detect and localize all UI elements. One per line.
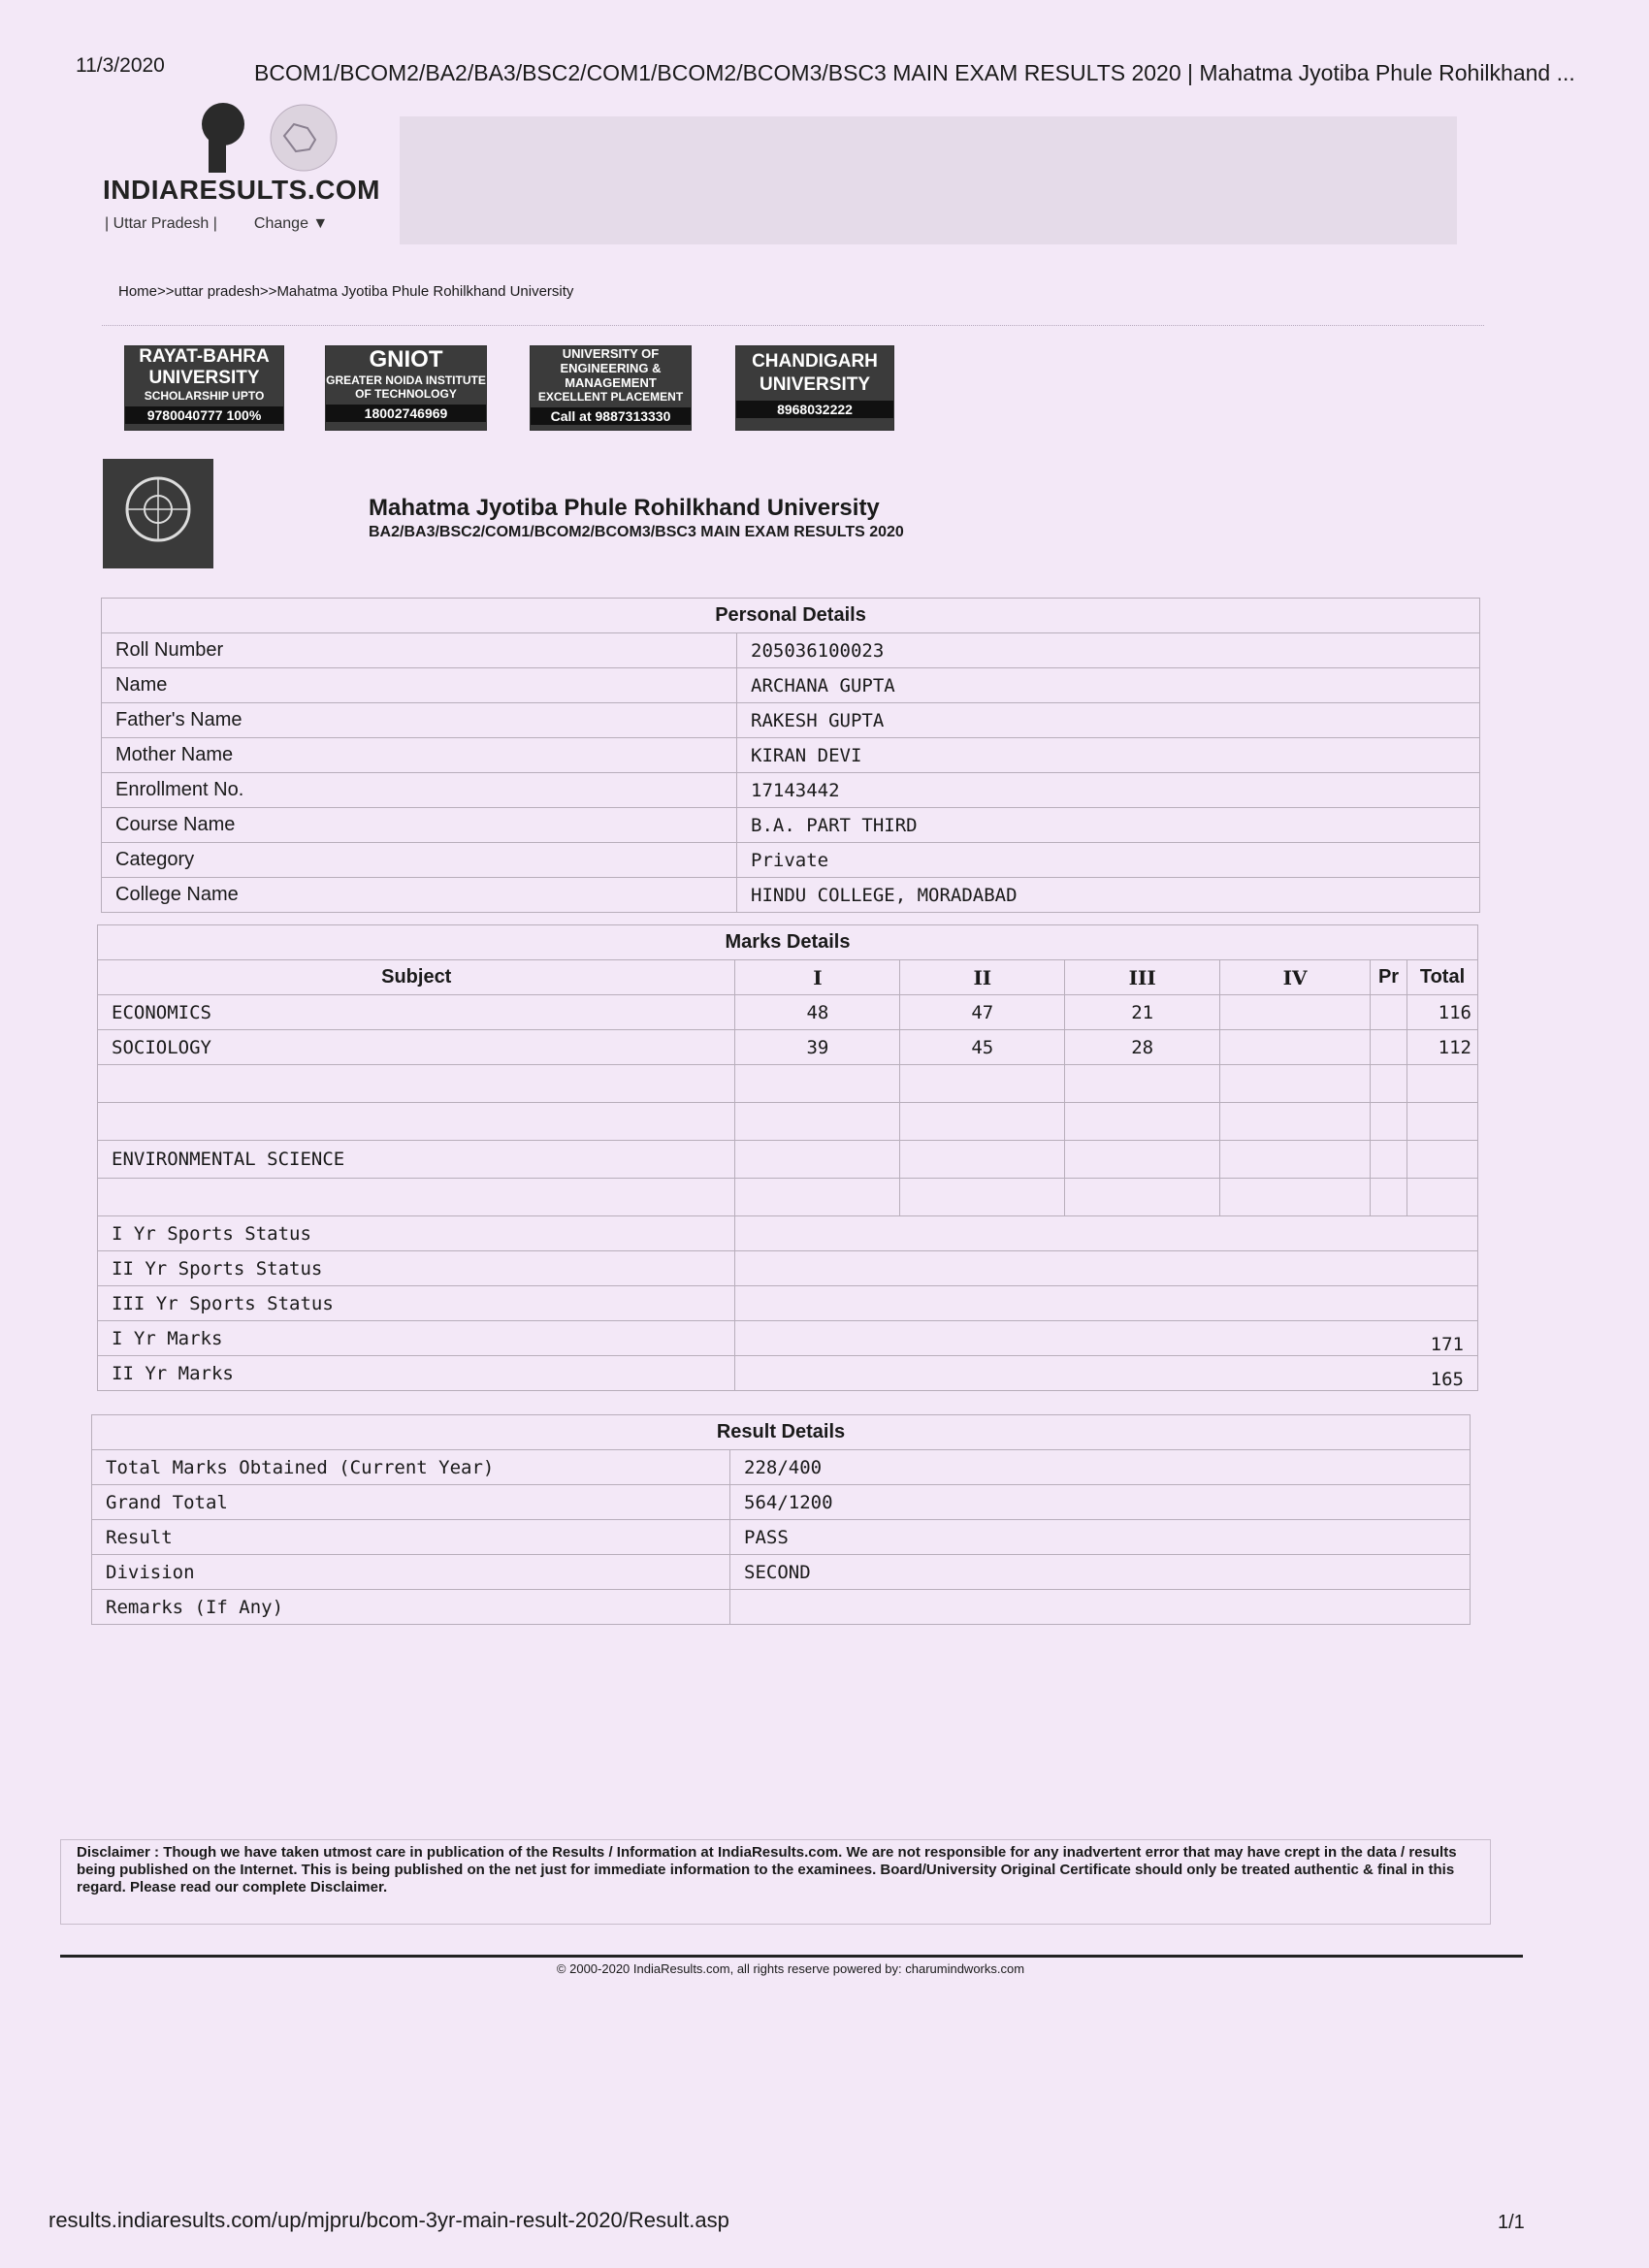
status-value: 165: [735, 1356, 1478, 1391]
page-number: 1/1: [1498, 2212, 1525, 2233]
result-value: [730, 1590, 1471, 1625]
status-row: [98, 1216, 1478, 1251]
personal-value: HINDU COLLEGE, MORADABAD: [737, 878, 1480, 913]
marks-heading: Marks Details: [98, 925, 1478, 960]
personal-label: College Name: [102, 878, 737, 913]
personal-value: 17143442: [737, 773, 1480, 808]
marks-total: 116: [1407, 995, 1478, 1030]
ad-sub: SCHOLARSHIP UPTO: [144, 389, 265, 403]
marks-header-row: [98, 960, 1478, 995]
personal-row: [102, 773, 1480, 808]
print-date: 11/3/2020: [76, 54, 165, 77]
blank-cell: [735, 1103, 900, 1141]
blank-row: [98, 1179, 1478, 1216]
status-value: [735, 1251, 1478, 1286]
blank-cell: [1065, 1103, 1220, 1141]
blank-cell: [735, 1065, 900, 1103]
status-row: [98, 1286, 1478, 1321]
result-row: [92, 1485, 1471, 1520]
personal-label: Category: [102, 843, 737, 878]
personal-value: 205036100023: [737, 633, 1480, 668]
result-details-table: [91, 1414, 1471, 1625]
status-label: II Yr Marks: [98, 1356, 735, 1391]
copyright: © 2000-2020 IndiaResults.com, all rights reserve powered by: charumindworks.com: [556, 1961, 1025, 1976]
marks-i: 48: [735, 995, 900, 1030]
marks-iii: 28: [1065, 1030, 1220, 1065]
marks-details-table: [97, 924, 1478, 1391]
status-value: [735, 1286, 1478, 1321]
marks-pr: [1371, 1030, 1407, 1065]
blank-cell: [98, 1065, 735, 1103]
marks-header-col: I: [735, 960, 900, 995]
university-name: Mahatma Jyotiba Phule Rohilkhand University: [369, 495, 880, 521]
blank-cell: [900, 1141, 1065, 1179]
marks-header-col: II: [900, 960, 1065, 995]
marks-total: 112: [1407, 1030, 1478, 1065]
personal-row: [102, 808, 1480, 843]
personal-row: [102, 738, 1480, 773]
marks-pr: [1371, 995, 1407, 1030]
footer-divider: [60, 1955, 1523, 1958]
logo-icon: [102, 97, 354, 175]
state-label: | Uttar Pradesh |: [105, 215, 217, 232]
university-logo: [103, 459, 213, 568]
marks-header-col: Total: [1407, 960, 1478, 995]
ad-title: UNIVERSITY OF ENGINEERING & MANAGEMENT: [560, 346, 662, 390]
blank-cell: [1220, 1179, 1371, 1216]
blank-cell: [735, 1179, 900, 1216]
personal-value: Private: [737, 843, 1480, 878]
blank-cell: [900, 1179, 1065, 1216]
ad-sub: GREATER NOIDA INSTITUTE OF TECHNOLOGY: [326, 373, 486, 401]
personal-row: [102, 633, 1480, 668]
marks-i: 39: [735, 1030, 900, 1065]
blank-cell: [1371, 1179, 1407, 1216]
blank-cell: [1065, 1179, 1220, 1216]
blank-cell: [1371, 1141, 1407, 1179]
ad-rayat-bahra[interactable]: [124, 345, 284, 431]
personal-label: Roll Number: [102, 633, 737, 668]
state-selector[interactable]: [105, 215, 328, 233]
personal-details-table: [101, 598, 1480, 913]
status-value: [735, 1216, 1478, 1251]
ad-chandigarh[interactable]: [735, 345, 894, 431]
ad-uem[interactable]: [530, 345, 692, 431]
personal-value: B.A. PART THIRD: [737, 808, 1480, 843]
ad-title: RAYAT-BAHRA UNIVERSITY: [139, 346, 270, 388]
status-value: 171: [735, 1321, 1478, 1356]
status-label: III Yr Sports Status: [98, 1286, 735, 1321]
result-label: Grand Total: [92, 1485, 730, 1520]
marks-ii: 45: [900, 1030, 1065, 1065]
result-row: [92, 1555, 1471, 1590]
blank-cell: [1065, 1141, 1220, 1179]
result-value: PASS: [730, 1520, 1471, 1555]
ad-gniot[interactable]: [325, 345, 487, 431]
blank-cell: [1220, 1141, 1371, 1179]
university-emblem-icon: [103, 459, 213, 568]
blank-cell: [98, 1103, 735, 1141]
marks-header-col: III: [1065, 960, 1220, 995]
marks-ii: 47: [900, 995, 1065, 1030]
result-label: Division: [92, 1555, 730, 1590]
personal-label: Mother Name: [102, 738, 737, 773]
personal-value: ARCHANA GUPTA: [737, 668, 1480, 703]
ad-phone: 18002746969: [326, 405, 486, 422]
blank-cell: [1220, 1065, 1371, 1103]
blank-cell: [98, 1179, 735, 1216]
marks-iv: [1220, 995, 1371, 1030]
result-value: 564/1200: [730, 1485, 1471, 1520]
marks-header-col: Pr: [1371, 960, 1407, 995]
personal-row: [102, 703, 1480, 738]
top-banner-ad[interactable]: [400, 116, 1457, 244]
result-label: Remarks (If Any): [92, 1590, 730, 1625]
print-url: results.indiaresults.com/up/mjpru/bcom-3yr-main-result-2020/Result.asp: [48, 2208, 729, 2232]
marks-subject: SOCIOLOGY: [98, 1030, 735, 1065]
ad-phone: 8968032222: [736, 401, 893, 418]
marks-row: [98, 1030, 1478, 1065]
status-row: [98, 1251, 1478, 1286]
marks-iv: [1220, 1030, 1371, 1065]
result-row: [92, 1520, 1471, 1555]
blank-cell: [1371, 1103, 1407, 1141]
marks-iii: 21: [1065, 995, 1220, 1030]
result-value: SECOND: [730, 1555, 1471, 1590]
result-row: [92, 1450, 1471, 1485]
exam-name: BA2/BA3/BSC2/COM1/BCOM2/BCOM3/BSC3 MAIN EXAM RESULTS 2020: [369, 524, 904, 540]
disclaimer: Disclaimer : Though we have taken utmost care in publication of the Results / Information at IndiaResults.com. We are not responsible for any inadvertent error that may have crept in the data / results being published on the Internet. This is being published on the net just for immediate information to the examinees. Board/University Original Certificate should only be treated authentic & final in this regard. Please read our complete Disclaimer.: [60, 1839, 1491, 1925]
ad-sub: EXCELLENT PLACEMENT: [537, 390, 684, 404]
blank-cell: [1407, 1103, 1478, 1141]
ad-phone: Call at 9887313330: [531, 407, 691, 425]
result-value: 228/400: [730, 1450, 1471, 1485]
divider: [102, 325, 1484, 326]
blank-cell: [900, 1065, 1065, 1103]
blank-cell: [1220, 1103, 1371, 1141]
blank-row: [98, 1103, 1478, 1141]
blank-cell: [1407, 1065, 1478, 1103]
blank-cell: [1371, 1065, 1407, 1103]
blank-row: [98, 1065, 1478, 1103]
marks-row: [98, 995, 1478, 1030]
personal-label: Father's Name: [102, 703, 737, 738]
personal-row: [102, 668, 1480, 703]
marks-header-subject: Subject: [98, 960, 735, 995]
personal-label: Course Name: [102, 808, 737, 843]
ad-title: GNIOT: [369, 346, 443, 373]
personal-row: [102, 878, 1480, 913]
status-label: II Yr Sports Status: [98, 1251, 735, 1286]
personal-label: Name: [102, 668, 737, 703]
status-row: [98, 1356, 1478, 1391]
personal-value: RAKESH GUPTA: [737, 703, 1480, 738]
env-science-label: ENVIRONMENTAL SCIENCE: [98, 1141, 735, 1179]
result-heading: Result Details: [92, 1415, 1471, 1450]
blank-cell: [1407, 1179, 1478, 1216]
logo-text: INDIARESULTS.COM: [103, 175, 380, 205]
blank-cell: [1065, 1065, 1220, 1103]
print-title: BCOM1/BCOM2/BA2/BA3/BSC2/COM1/BCOM2/BCOM3/BSC3 MAIN EXAM RESULTS 2020 | Mahatma Jyotiba Phule Rohilkhand ...: [254, 60, 1575, 85]
blank-cell: [1407, 1141, 1478, 1179]
result-row: [92, 1590, 1471, 1625]
result-label: Total Marks Obtained (Current Year): [92, 1450, 730, 1485]
personal-value: KIRAN DEVI: [737, 738, 1480, 773]
ad-phone: 9780040777 100%: [125, 406, 283, 424]
breadcrumb[interactable]: Home>>uttar pradesh>>Mahatma Jyotiba Phule Rohilkhand University: [118, 283, 574, 300]
status-label: I Yr Sports Status: [98, 1216, 735, 1251]
blank-cell: [900, 1103, 1065, 1141]
status-row: [98, 1321, 1478, 1356]
status-label: I Yr Marks: [98, 1321, 735, 1356]
personal-label: Enrollment No.: [102, 773, 737, 808]
marks-subject: ECONOMICS: [98, 995, 735, 1030]
personal-heading: Personal Details: [102, 599, 1480, 633]
marks-header-col: IV: [1220, 960, 1371, 995]
result-label: Result: [92, 1520, 730, 1555]
ad-title: CHANDIGARH UNIVERSITY: [752, 351, 878, 395]
env-science-row: [98, 1141, 1478, 1179]
personal-row: [102, 843, 1480, 878]
blank-cell: [735, 1141, 900, 1179]
change-link[interactable]: Change ▼: [253, 215, 329, 232]
